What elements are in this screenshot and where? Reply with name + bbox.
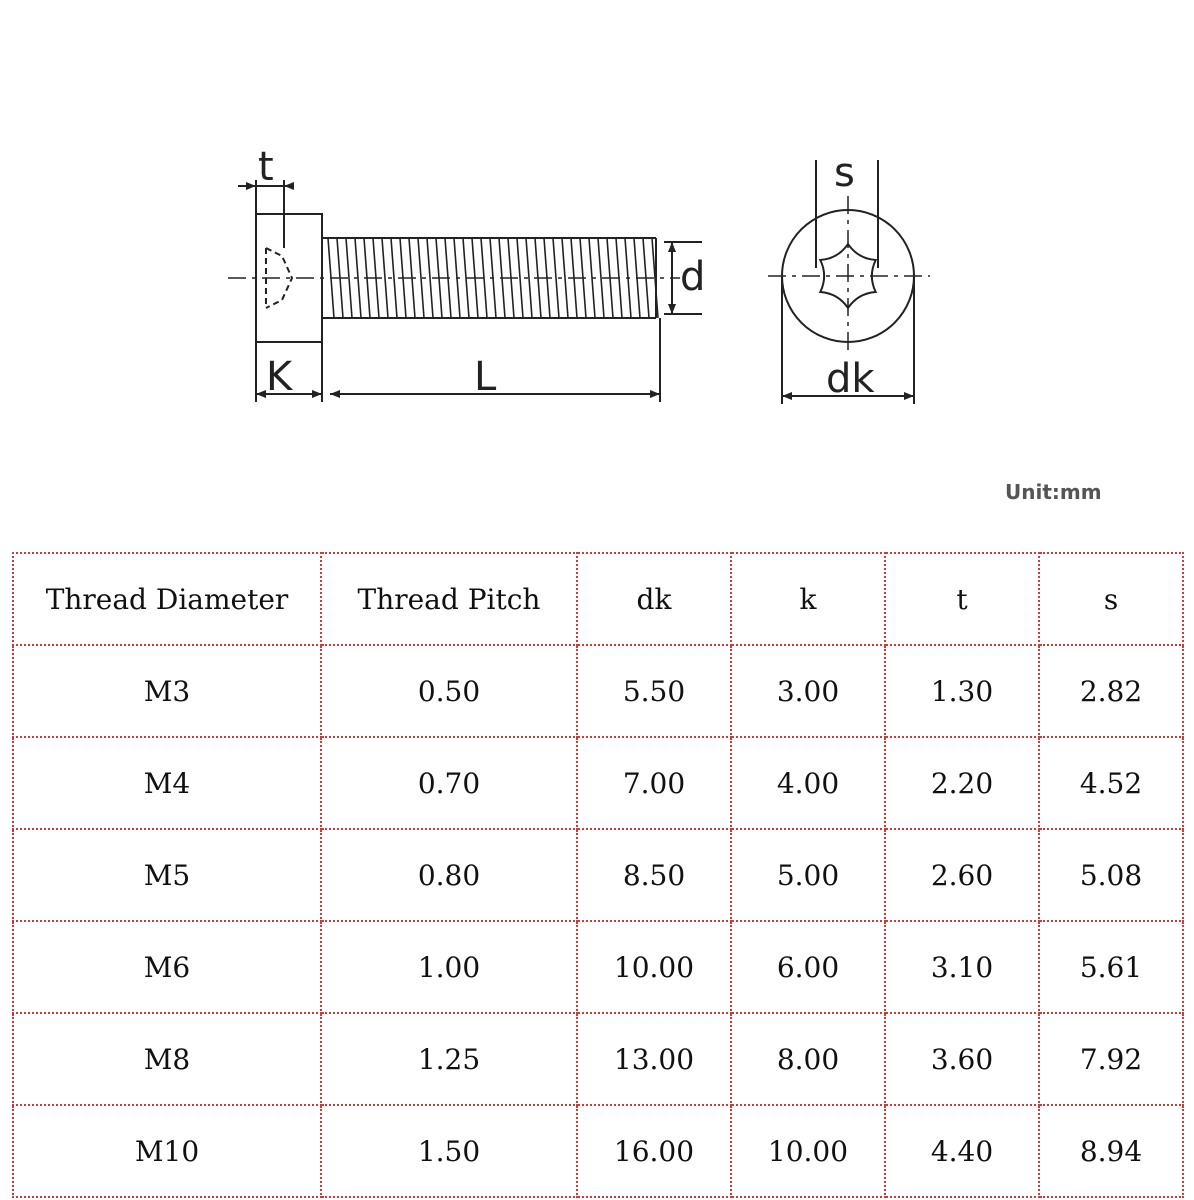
cell-thread-diameter: M3	[13, 645, 321, 737]
cell-s: 5.08	[1039, 829, 1183, 921]
cell-k: 10.00	[731, 1105, 885, 1197]
cell-s: 5.61	[1039, 921, 1183, 1013]
cell-s: 8.94	[1039, 1105, 1183, 1197]
table-row	[13, 737, 1183, 829]
label-l: L	[474, 354, 497, 400]
cell-dk: 8.50	[577, 829, 731, 921]
cell-t: 2.20	[885, 737, 1039, 829]
cell-k: 5.00	[731, 829, 885, 921]
cell-thread-diameter: M8	[13, 1013, 321, 1105]
table-row	[13, 1105, 1183, 1197]
cell-dk: 13.00	[577, 1013, 731, 1105]
table-row	[13, 921, 1183, 1013]
cell-thread-diameter: M5	[13, 829, 321, 921]
unit-label: Unit:mm	[1005, 480, 1102, 504]
table-header-row	[13, 553, 1183, 645]
cell-thread-pitch: 1.25	[321, 1013, 577, 1105]
cell-s: 2.82	[1039, 645, 1183, 737]
label-t: t	[258, 144, 274, 190]
table-row	[13, 645, 1183, 737]
cell-dk: 16.00	[577, 1105, 731, 1197]
cell-thread-pitch: 0.50	[321, 645, 577, 737]
label-s: s	[834, 150, 855, 196]
label-k: K	[266, 354, 293, 400]
cell-k: 6.00	[731, 921, 885, 1013]
thread-line	[625, 238, 631, 318]
header-s: s	[1039, 553, 1183, 645]
table-row	[13, 1013, 1183, 1105]
cell-thread-diameter: M6	[13, 921, 321, 1013]
cell-thread-diameter: M4	[13, 737, 321, 829]
cell-thread-pitch: 0.80	[321, 829, 577, 921]
cell-dk: 5.50	[577, 645, 731, 737]
screw-dimension-diagram	[0, 0, 1194, 470]
cell-k: 3.00	[731, 645, 885, 737]
cell-k: 4.00	[731, 737, 885, 829]
table-row	[13, 829, 1183, 921]
label-dk: dk	[826, 356, 875, 402]
cell-thread-pitch: 0.70	[321, 737, 577, 829]
cell-thread-pitch: 1.00	[321, 921, 577, 1013]
label-d: d	[680, 254, 706, 300]
cell-dk: 10.00	[577, 921, 731, 1013]
cell-t: 1.30	[885, 645, 1039, 737]
cell-thread-pitch: 1.50	[321, 1105, 577, 1197]
cell-t: 3.10	[885, 921, 1039, 1013]
header-dk: dk	[577, 553, 731, 645]
cell-s: 7.92	[1039, 1013, 1183, 1105]
cell-thread-diameter: M10	[13, 1105, 321, 1197]
header-thread-pitch: Thread Pitch	[321, 553, 577, 645]
cell-k: 8.00	[731, 1013, 885, 1105]
cell-t: 4.40	[885, 1105, 1039, 1197]
cell-t: 3.60	[885, 1013, 1039, 1105]
thread-line	[562, 238, 568, 318]
cell-s: 4.52	[1039, 737, 1183, 829]
header-thread-diameter: Thread Diameter	[13, 553, 321, 645]
spec-table	[12, 552, 1184, 1198]
cell-dk: 7.00	[577, 737, 731, 829]
cell-t: 2.60	[885, 829, 1039, 921]
header-k: k	[731, 553, 885, 645]
header-t: t	[885, 553, 1039, 645]
thread-line	[382, 238, 388, 318]
